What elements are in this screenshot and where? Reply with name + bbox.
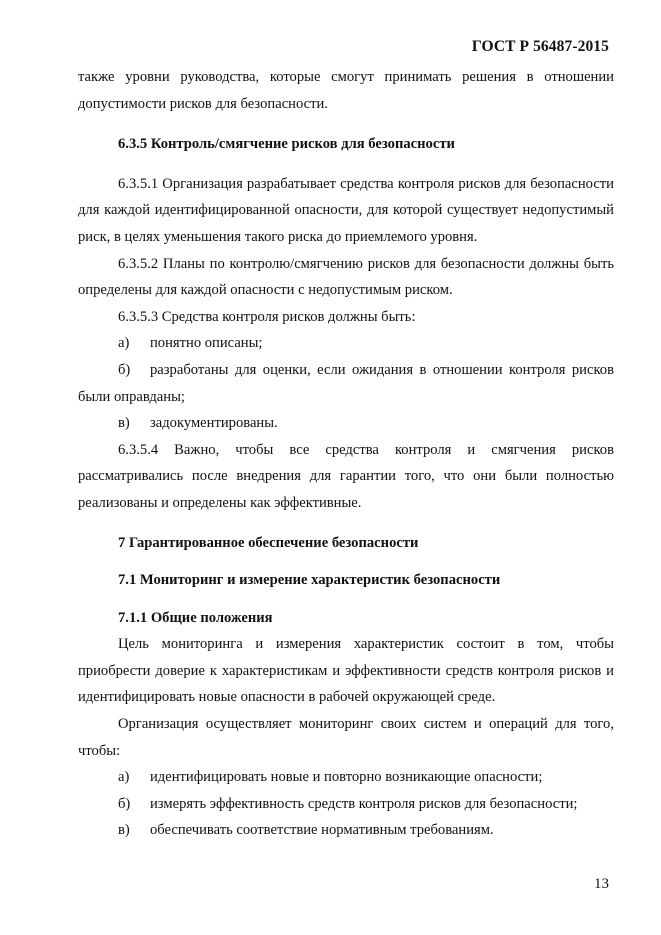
list-item — [78, 410, 614, 437]
list-marker: б) — [118, 361, 131, 378]
list-item-text: идентифицировать новые и повторно возникающие опасности; — [150, 769, 543, 786]
paragraph-goal: Цель мониторинга и измерения характеристик состоит в том, чтобы приобрести доверие к характеристикам и эффективности средств контроля рисков и идентифицировать новые опасности в рабочей окружающей среде. — [78, 636, 614, 706]
paragraph-6-3-5-4: 6.3.5.4 Важно, чтобы все средства контроля и смягчения рисков рассматривались после внедрения для гарантии того, что они были полностью реализованы и определены как эффективные. — [78, 441, 614, 511]
list-marker: а) — [118, 769, 130, 786]
list-marker: б) — [118, 795, 131, 812]
list-item — [78, 764, 614, 791]
paragraph-6-3-5-1: 6.3.5.1 Организация разрабатывает средства контроля рисков для безопасности для каждой идентифицированной опасности, для которой существует недопустимый риск, в целях уменьшения такого риска до приемлемого уровня. — [78, 175, 614, 245]
list-item-text: понятно описаны; — [150, 335, 263, 352]
list-item-text: разработаны для оценки, если ожидания в отношении контроля рисков были оправданы; — [78, 361, 614, 405]
list-marker: в) — [118, 415, 130, 432]
paragraph-organization: Организация осуществляет мониторинг своих систем и операций для того, чтобы: — [78, 716, 614, 759]
list-item — [78, 817, 614, 844]
list-item-text: обеспечивать соответствие нормативным требованиям. — [150, 822, 494, 839]
heading-7: 7 Гарантированное обеспечение безопасности — [118, 534, 419, 551]
list-item — [78, 330, 614, 357]
heading-7-1-1: 7.1.1 Общие положения — [118, 609, 273, 626]
list-marker: в) — [118, 822, 130, 839]
document-body — [78, 64, 614, 844]
document-id-header: ГОСТ Р 56487-2015 — [471, 38, 609, 55]
list-marker: а) — [118, 335, 130, 352]
paragraph-6-3-5-3: 6.3.5.3 Средства контроля рисков должны быть: — [118, 308, 416, 325]
paragraph-continuation: также уровни руководства, которые смогут принимать решения в отношении допустимости рисков для безопасности. — [78, 69, 614, 112]
paragraph-6-3-5-2: 6.3.5.2 Планы по контролю/смягчению рисков для безопасности должны быть определены для каждой опасности с недопустимым риском. — [78, 255, 614, 299]
page-number: 13 — [594, 876, 609, 892]
heading-7-1: 7.1 Мониторинг и измерение характеристик безопасности — [118, 572, 501, 589]
heading-6-3-5: 6.3.5 Контроль/смягчение рисков для безопасности — [118, 136, 455, 153]
list-item-text: задокументированы. — [150, 415, 278, 432]
list-item — [78, 791, 614, 818]
list-item — [78, 357, 614, 410]
list-item-text: измерять эффективность средств контроля рисков для безопасности; — [150, 795, 578, 812]
